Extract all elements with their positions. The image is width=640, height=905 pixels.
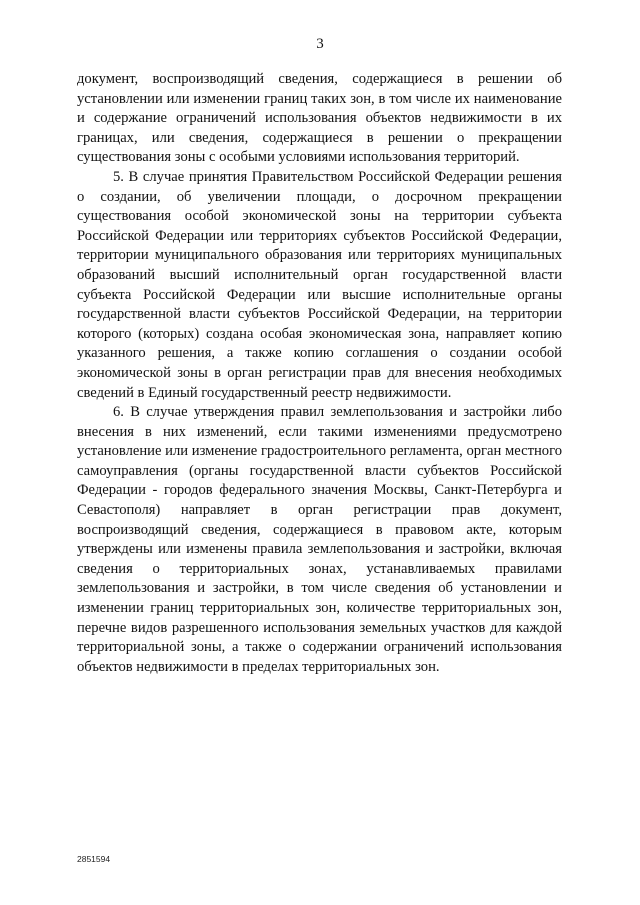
- paragraph-continuation: документ, воспроизводящий сведения, содержащиеся в решении об установлении или изменении границ таких зон, в том числе их наименование и содержание ограничений использования объектов недвижимости в их границах, или сведения, содержащиеся в решении о прекращении существования зоны с особыми условиями использования территорий.: [77, 71, 562, 166]
- paragraph-item-6: 6. В случае утверждения правил землепользования и застройки либо внесения в них изменений, если такими изменениями предусмотрено установление или изменение градостроительного регламента, орган местного самоуправления (органы государственной власти субъектов Российской Федерации - городов федерального значения Москвы, Санкт-Петербурга и Севастополя) направляет в орган регистрации прав документ, воспроизводящий сведения, содержащиеся в правовом акте, которым утверждены или изменены правила землепользования и застройки, включая сведения о территориальных зонах, устанавливаемых правилами землепользования и застройки, в том числе сведения об установлении и изменении границ территориальных зон, количестве территориальных зон, перечне видов разрешенного использования земельных участков для каждой территориальной зоны, а также о содержании ограничений использования объектов недвижимости в пределах территориальных зон.: [77, 404, 562, 675]
- document-body: [77, 70, 562, 677]
- document-code: 2851594: [77, 854, 111, 864]
- page-number: 3: [316, 36, 324, 52]
- paragraph-item-5: 5. В случае принятия Правительством Российской Федерации решения о создании, об увеличении площади, о досрочном прекращении существования особой экономической зоны на территории субъекта Российской Федерации или территориях субъектов Российской Федерации, территории муниципального образования или территориях муниципальных образований высший исполнительный орган государственной власти субъекта Российской Федерации или высшие исполнительные органы государственной власти субъектов Российской Федерации, на территории которого (которых) создана особая экономическая зона, направляет копию указанного решения, а также копию соглашения о создании особой экономической зоны в орган регистрации прав для внесения необходимых сведений в Единый государственный реестр недвижимости.: [77, 168, 562, 401]
